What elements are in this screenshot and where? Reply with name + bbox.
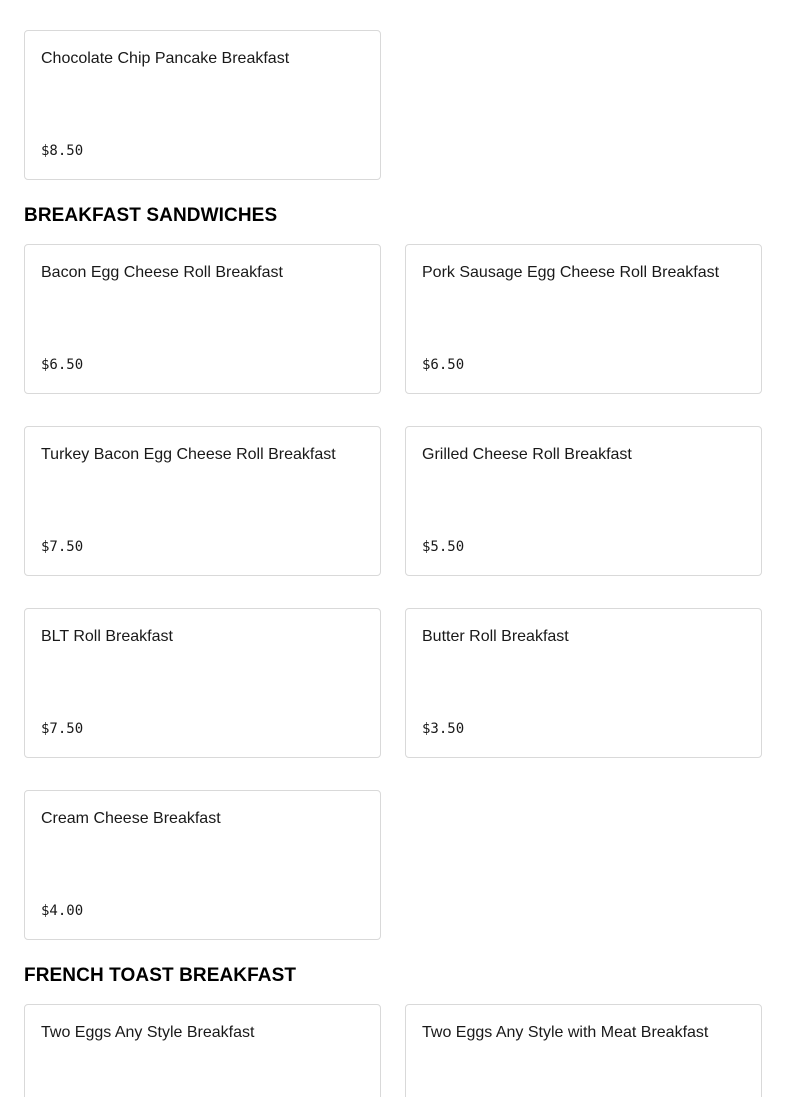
menu-item-price: $7.50 <box>41 721 84 737</box>
menu-item-card[interactable] <box>405 608 762 758</box>
menu-item-name: Butter Roll Breakfast <box>422 628 569 645</box>
menu-item-name: Cream Cheese Breakfast <box>41 810 221 827</box>
menu-item-name: Two Eggs Any Style Breakfast <box>41 1024 255 1041</box>
menu-item-price: $6.50 <box>422 357 465 373</box>
menu-item-price: $3.50 <box>422 721 465 737</box>
menu-item-name: Grilled Cheese Roll Breakfast <box>422 446 632 463</box>
menu-item-price: $4.00 <box>41 903 84 919</box>
menu-item-name: Two Eggs Any Style with Meat Breakfast <box>422 1024 709 1041</box>
menu-item-name: Turkey Bacon Egg Cheese Roll Breakfast <box>41 446 336 463</box>
menu-item-price: $6.50 <box>41 357 84 373</box>
menu-item-card[interactable] <box>405 244 762 394</box>
menu-item-name: BLT Roll Breakfast <box>41 628 173 645</box>
menu-item-price: $7.50 <box>41 539 84 555</box>
menu-item-card[interactable] <box>24 790 381 940</box>
section-heading-breakfast-sandwiches: BREAKFAST SANDWICHES <box>24 205 278 226</box>
menu-item-price: $8.50 <box>41 143 84 159</box>
menu-item-card[interactable] <box>24 1004 381 1097</box>
previous-items-edge <box>24 0 761 2</box>
menu-item-card[interactable] <box>405 426 762 576</box>
menu-item-price: $5.50 <box>422 539 465 555</box>
menu-item-card[interactable] <box>405 1004 762 1097</box>
menu-item-card[interactable] <box>24 426 381 576</box>
menu-item-card[interactable] <box>24 608 381 758</box>
menu-item-card[interactable] <box>24 30 381 180</box>
menu-item-card[interactable] <box>24 244 381 394</box>
menu-item-name: Pork Sausage Egg Cheese Roll Breakfast <box>422 264 720 281</box>
section-heading-french-toast-breakfast: FRENCH TOAST BREAKFAST <box>24 965 297 986</box>
menu-item-name: Chocolate Chip Pancake Breakfast <box>41 50 290 67</box>
menu-item-name: Bacon Egg Cheese Roll Breakfast <box>41 264 283 281</box>
